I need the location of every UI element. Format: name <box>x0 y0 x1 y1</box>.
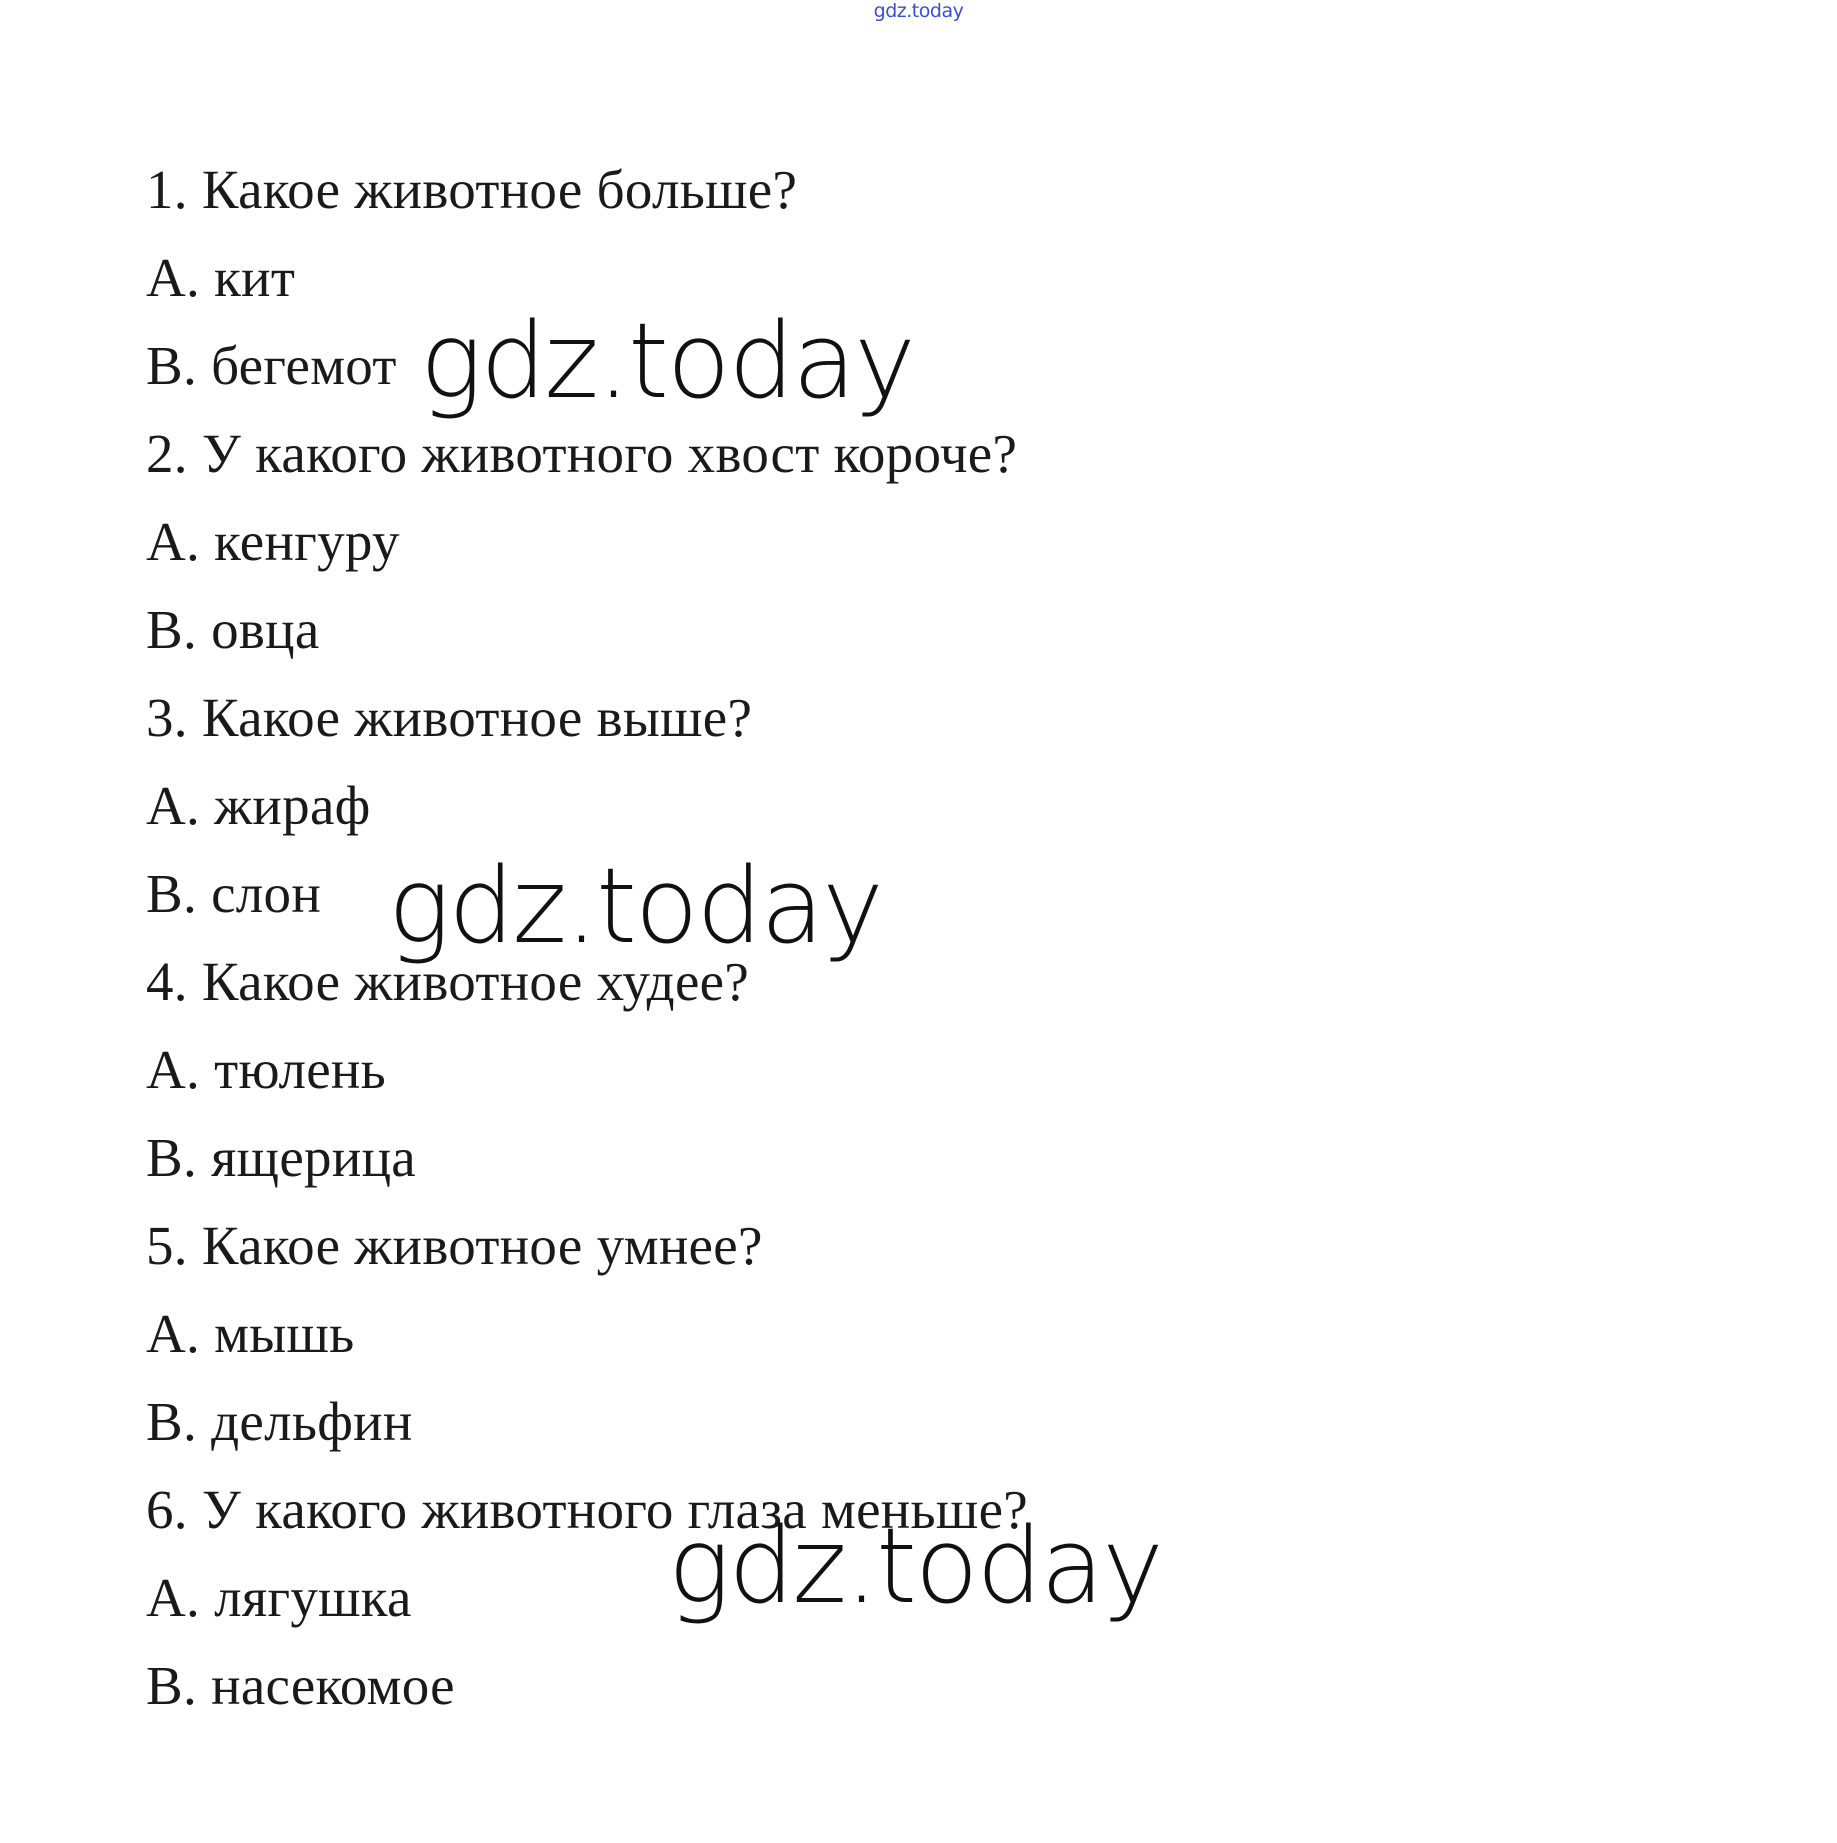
question-3-option-a: A. жираф <box>146 775 371 836</box>
question-4-option-b: B. ящерица <box>146 1127 417 1188</box>
watermark-large-3: gdz.today <box>668 1505 1162 1627</box>
question-1-option-a: A. кит <box>146 247 296 308</box>
question-4: 4. Какое животное худее? <box>146 951 750 1012</box>
question-2-option-a: A. кенгуру <box>146 511 400 572</box>
question-5: 5. Какое животное умнее? <box>146 1215 763 1276</box>
question-2: 2. У какого животного хвост короче? <box>146 423 1018 484</box>
watermark-large-2: gdz.today <box>388 845 882 967</box>
question-4-option-a: A. тюлень <box>146 1039 387 1100</box>
question-1-option-b: B. бегемот <box>146 335 397 396</box>
question-2-option-b: B. овца <box>146 599 320 660</box>
question-3-option-b: B. слон <box>146 863 322 924</box>
question-1: 1. Какое животное больше? <box>146 159 798 220</box>
top-watermark: gdz.today <box>873 0 964 22</box>
question-5-option-b: B. дельфин <box>146 1391 413 1452</box>
question-5-option-a: A. мышь <box>146 1303 355 1364</box>
watermark-large-1: gdz.today <box>420 300 914 422</box>
question-6-option-a: A. лягушка <box>146 1567 412 1628</box>
question-3: 3. Какое животное выше? <box>146 687 753 748</box>
question-6: 6. У какого животного глаза меньше? <box>146 1479 1028 1540</box>
question-6-option-b: B. насекомое <box>146 1655 455 1716</box>
